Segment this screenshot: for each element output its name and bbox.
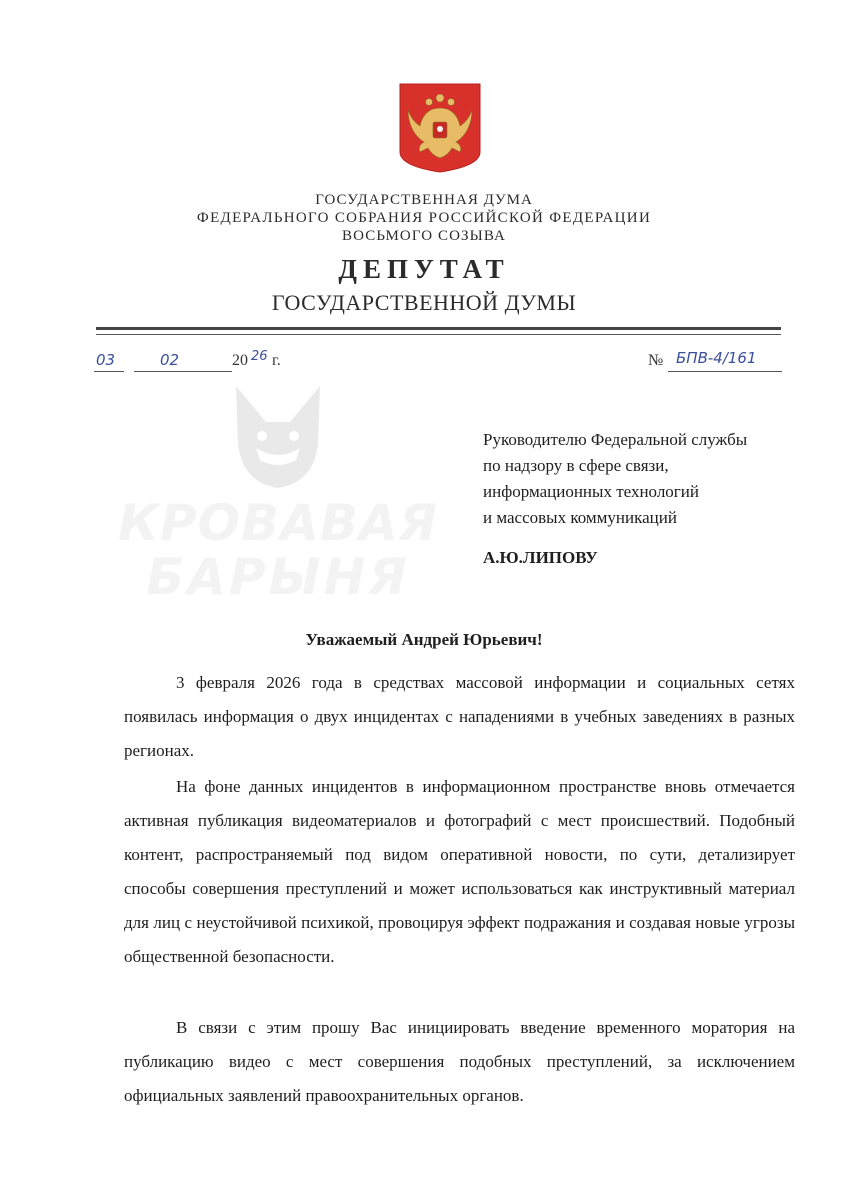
fox-logo-icon xyxy=(226,382,330,492)
addressee-line-3: информационных технологий xyxy=(483,482,699,501)
watermark-line-2: БАРЫНЯ xyxy=(146,548,410,606)
date-day: 03 xyxy=(96,351,116,369)
header-line-1: ГОСУДАРСТВЕННАЯ ДУМА xyxy=(315,192,533,208)
addressee-line-2: по надзору в сфере связи, xyxy=(483,456,669,475)
date-year-suffix: 26 xyxy=(251,349,268,364)
addressee-name: А.Ю.ЛИПОВУ xyxy=(483,548,598,567)
addressee-line-1: Руководителю Федеральной службы xyxy=(483,430,748,449)
header-rule-thick xyxy=(96,327,781,330)
header-line-2: ФЕДЕРАЛЬНОГО СОБРАНИЯ РОССИЙСКОЙ ФЕДЕРАЦИИ xyxy=(196,210,652,226)
watermark-line-1: КРОВАВАЯ xyxy=(118,494,439,552)
date-month: 02 xyxy=(160,351,180,369)
date-day-underline xyxy=(94,371,124,372)
header-rule-thin xyxy=(96,334,781,335)
date-year-mark: г. xyxy=(272,352,281,369)
addressee-line-4: и массовых коммуникаций xyxy=(483,508,677,527)
russian-coat-of-arms-icon xyxy=(398,82,482,174)
number-label: № xyxy=(648,352,664,369)
salutation: Уважаемый Андрей Юрьевич! xyxy=(305,630,543,649)
date-year-prefix: 20 xyxy=(232,352,248,369)
header-title: ДЕПУТАТ xyxy=(338,254,510,284)
watermark xyxy=(118,382,438,607)
header-subtitle: ГОСУДАРСТВЕННОЙ ДУМЫ xyxy=(271,290,577,315)
number-underline xyxy=(668,371,782,372)
header-line-3: ВОСЬМОГО СОЗЫВА xyxy=(342,228,506,244)
body-paragraph-3: В связи с этим прошу Вас инициировать введение временного моратория на публикацию видео с мест совершения подобных преступлений, за исключением официальных заявлений правоохранительных органов. xyxy=(124,1018,795,1105)
body-paragraph-1: 3 февраля 2026 года в средствах массовой информации и социальных сетях появилась информация о двух инцидентах с нападениями в учебных заведениях в разных регионах. xyxy=(124,673,795,760)
number-value: БПВ-4/161 xyxy=(676,349,757,367)
body-paragraph-2: На фоне данных инцидентов в информационном пространстве вновь отмечается активная публикация видеоматериалов и фотографий с мест происшествий. Подобный контент, распространяемый под видом оперативной новости, по сути, детализирует способы совершения преступлений и может использоваться как инструктивный материал для лиц с неустойчивой психикой, провоцируя эффект подражания и создавая новые угрозы общественной безопасности. xyxy=(124,777,795,966)
addressee-block xyxy=(483,427,813,531)
date-month-underline xyxy=(134,371,232,372)
